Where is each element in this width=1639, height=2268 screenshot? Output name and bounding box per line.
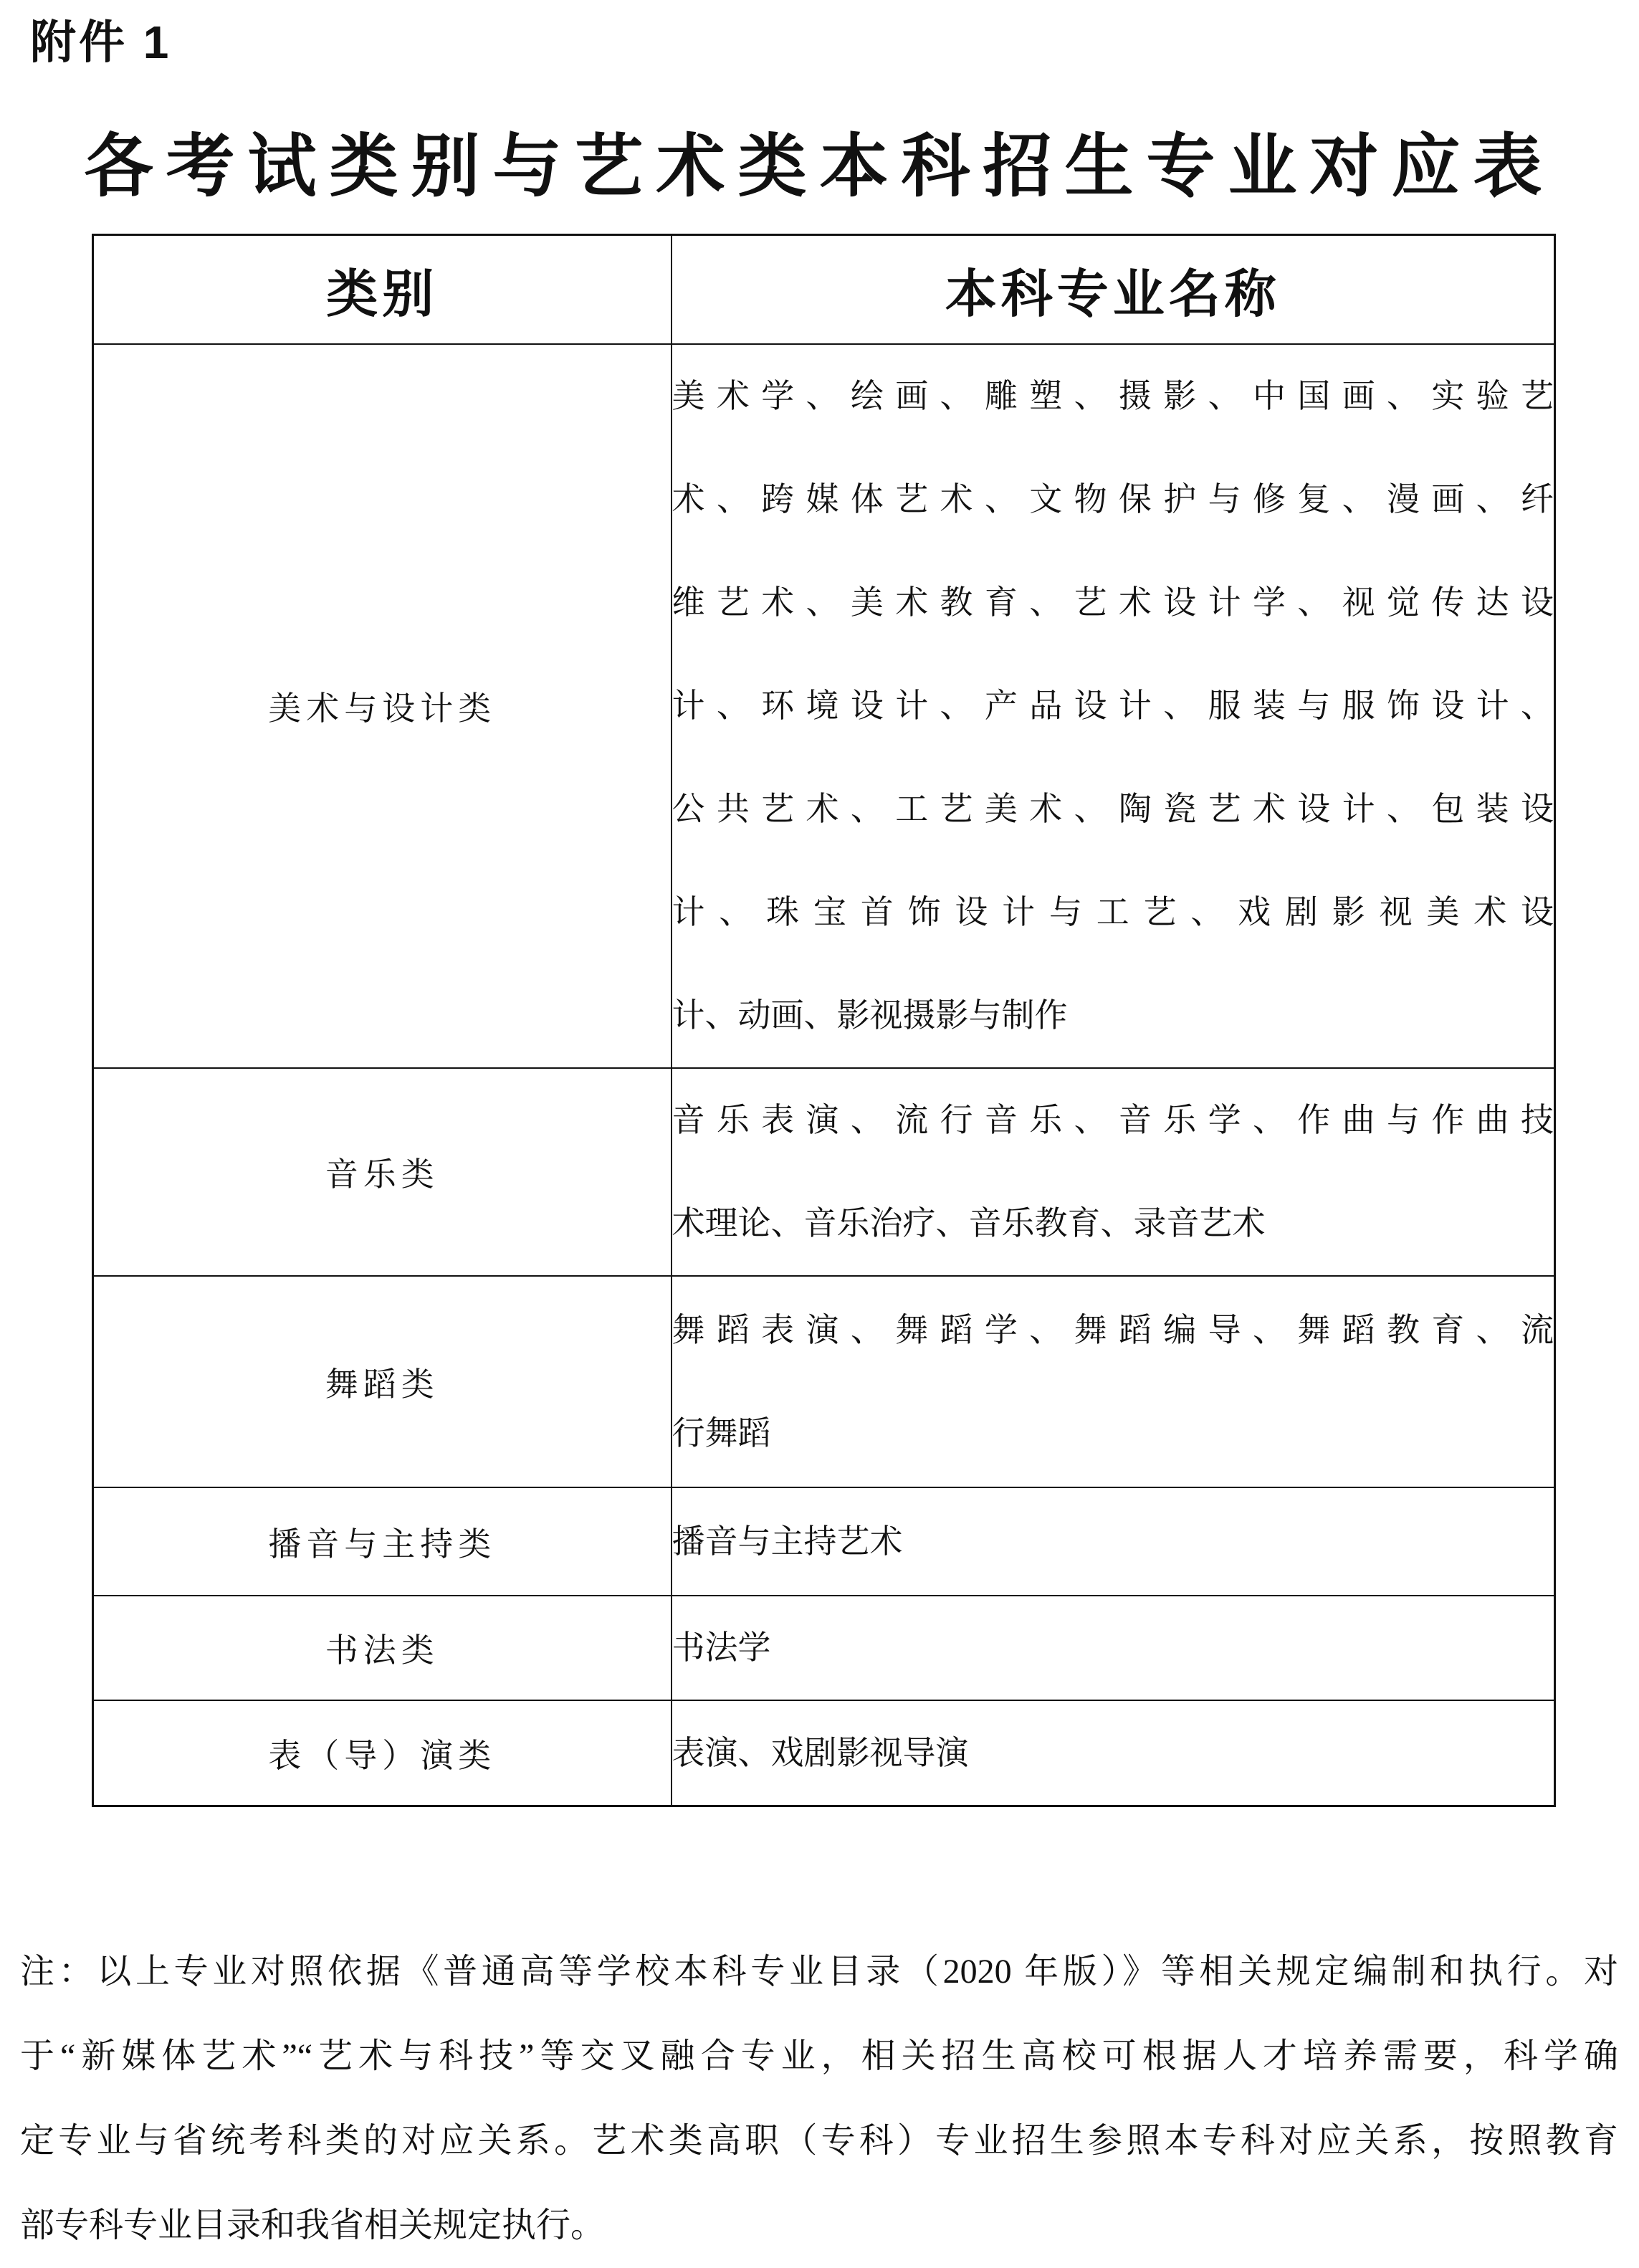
major-cell (672, 1276, 1555, 1487)
major-line: 音乐表演、流行音乐、音乐学、作曲与作曲技 (672, 1102, 1554, 1138)
major-line: 播音与主持艺术 (672, 1523, 903, 1560)
row-broadcasting-hosting (93, 1487, 1555, 1596)
major-line: 行舞蹈 (672, 1414, 771, 1452)
note-line: 注：以上专业对照依据《普通高等学校本科专业目录（2020 年版）》等相关规定编制和执行。对 (20, 1953, 1618, 1991)
attachment-label: 附件 1 (30, 16, 172, 68)
category-major-mapping-table (92, 234, 1556, 1807)
major-line: 表演、戏剧影视导演 (672, 1734, 969, 1771)
page-title: 各考试类别与艺术类本科招生专业对应表 (84, 128, 1555, 205)
category-cell: 音乐类 (93, 1068, 672, 1276)
major-cell (672, 344, 1555, 1068)
row-calligraphy (93, 1596, 1555, 1700)
major-cell (672, 1700, 1555, 1806)
row-acting-directing (93, 1700, 1555, 1806)
note-line: 于“新媒体艺术”“艺术与科技”等交叉融合专业，相关招生高校可根据人才培养需要，科学确 (20, 2037, 1618, 2075)
category-cell: 美术与设计类 (93, 344, 672, 1068)
major-line: 美术学、绘画、雕塑、摄影、中国画、实验艺 (672, 378, 1554, 414)
header-row (93, 235, 1555, 345)
category-cell: 表（导）演类 (93, 1700, 672, 1806)
major-line: 术、跨媒体艺术、文物保护与修复、漫画、纤 (672, 481, 1554, 518)
major-line: 舞蹈表演、舞蹈学、舞蹈编导、舞蹈教育、流 (672, 1311, 1554, 1348)
category-cell: 书法类 (93, 1596, 672, 1700)
category-cell: 舞蹈类 (93, 1276, 672, 1487)
footnote (20, 1930, 1618, 2268)
major-line: 计、环境设计、产品设计、服装与服饰设计、 (672, 687, 1554, 724)
row-fine-arts-design (93, 344, 1555, 1068)
major-line: 公共艺术、工艺美术、陶瓷艺术设计、包装设 (672, 791, 1554, 827)
major-line: 术理论、音乐治疗、音乐教育、录音艺术 (672, 1205, 1266, 1242)
major-line: 计、珠宝首饰设计与工艺、戏剧影视美术设 (672, 894, 1554, 930)
note-line: 定专业与省统考科类的对应关系。艺术类高职（专科）专业招生参照本专科对应关系，按照教育 (20, 2122, 1618, 2160)
col-header-category: 类别 (93, 235, 672, 345)
major-cell (672, 1487, 1555, 1596)
category-cell: 播音与主持类 (93, 1487, 672, 1596)
major-line: 维艺术、美术教育、艺术设计学、视觉传达设 (672, 584, 1554, 621)
note-line: 部专科专业目录和我省相关规定执行。 (20, 2206, 606, 2244)
row-dance (93, 1276, 1555, 1487)
major-line: 书法学 (672, 1629, 771, 1666)
major-cell (672, 1596, 1555, 1700)
col-header-major: 本科专业名称 (672, 235, 1555, 345)
row-music (93, 1068, 1555, 1276)
major-cell (672, 1068, 1555, 1276)
major-line: 计、动画、影视摄影与制作 (672, 997, 1068, 1034)
